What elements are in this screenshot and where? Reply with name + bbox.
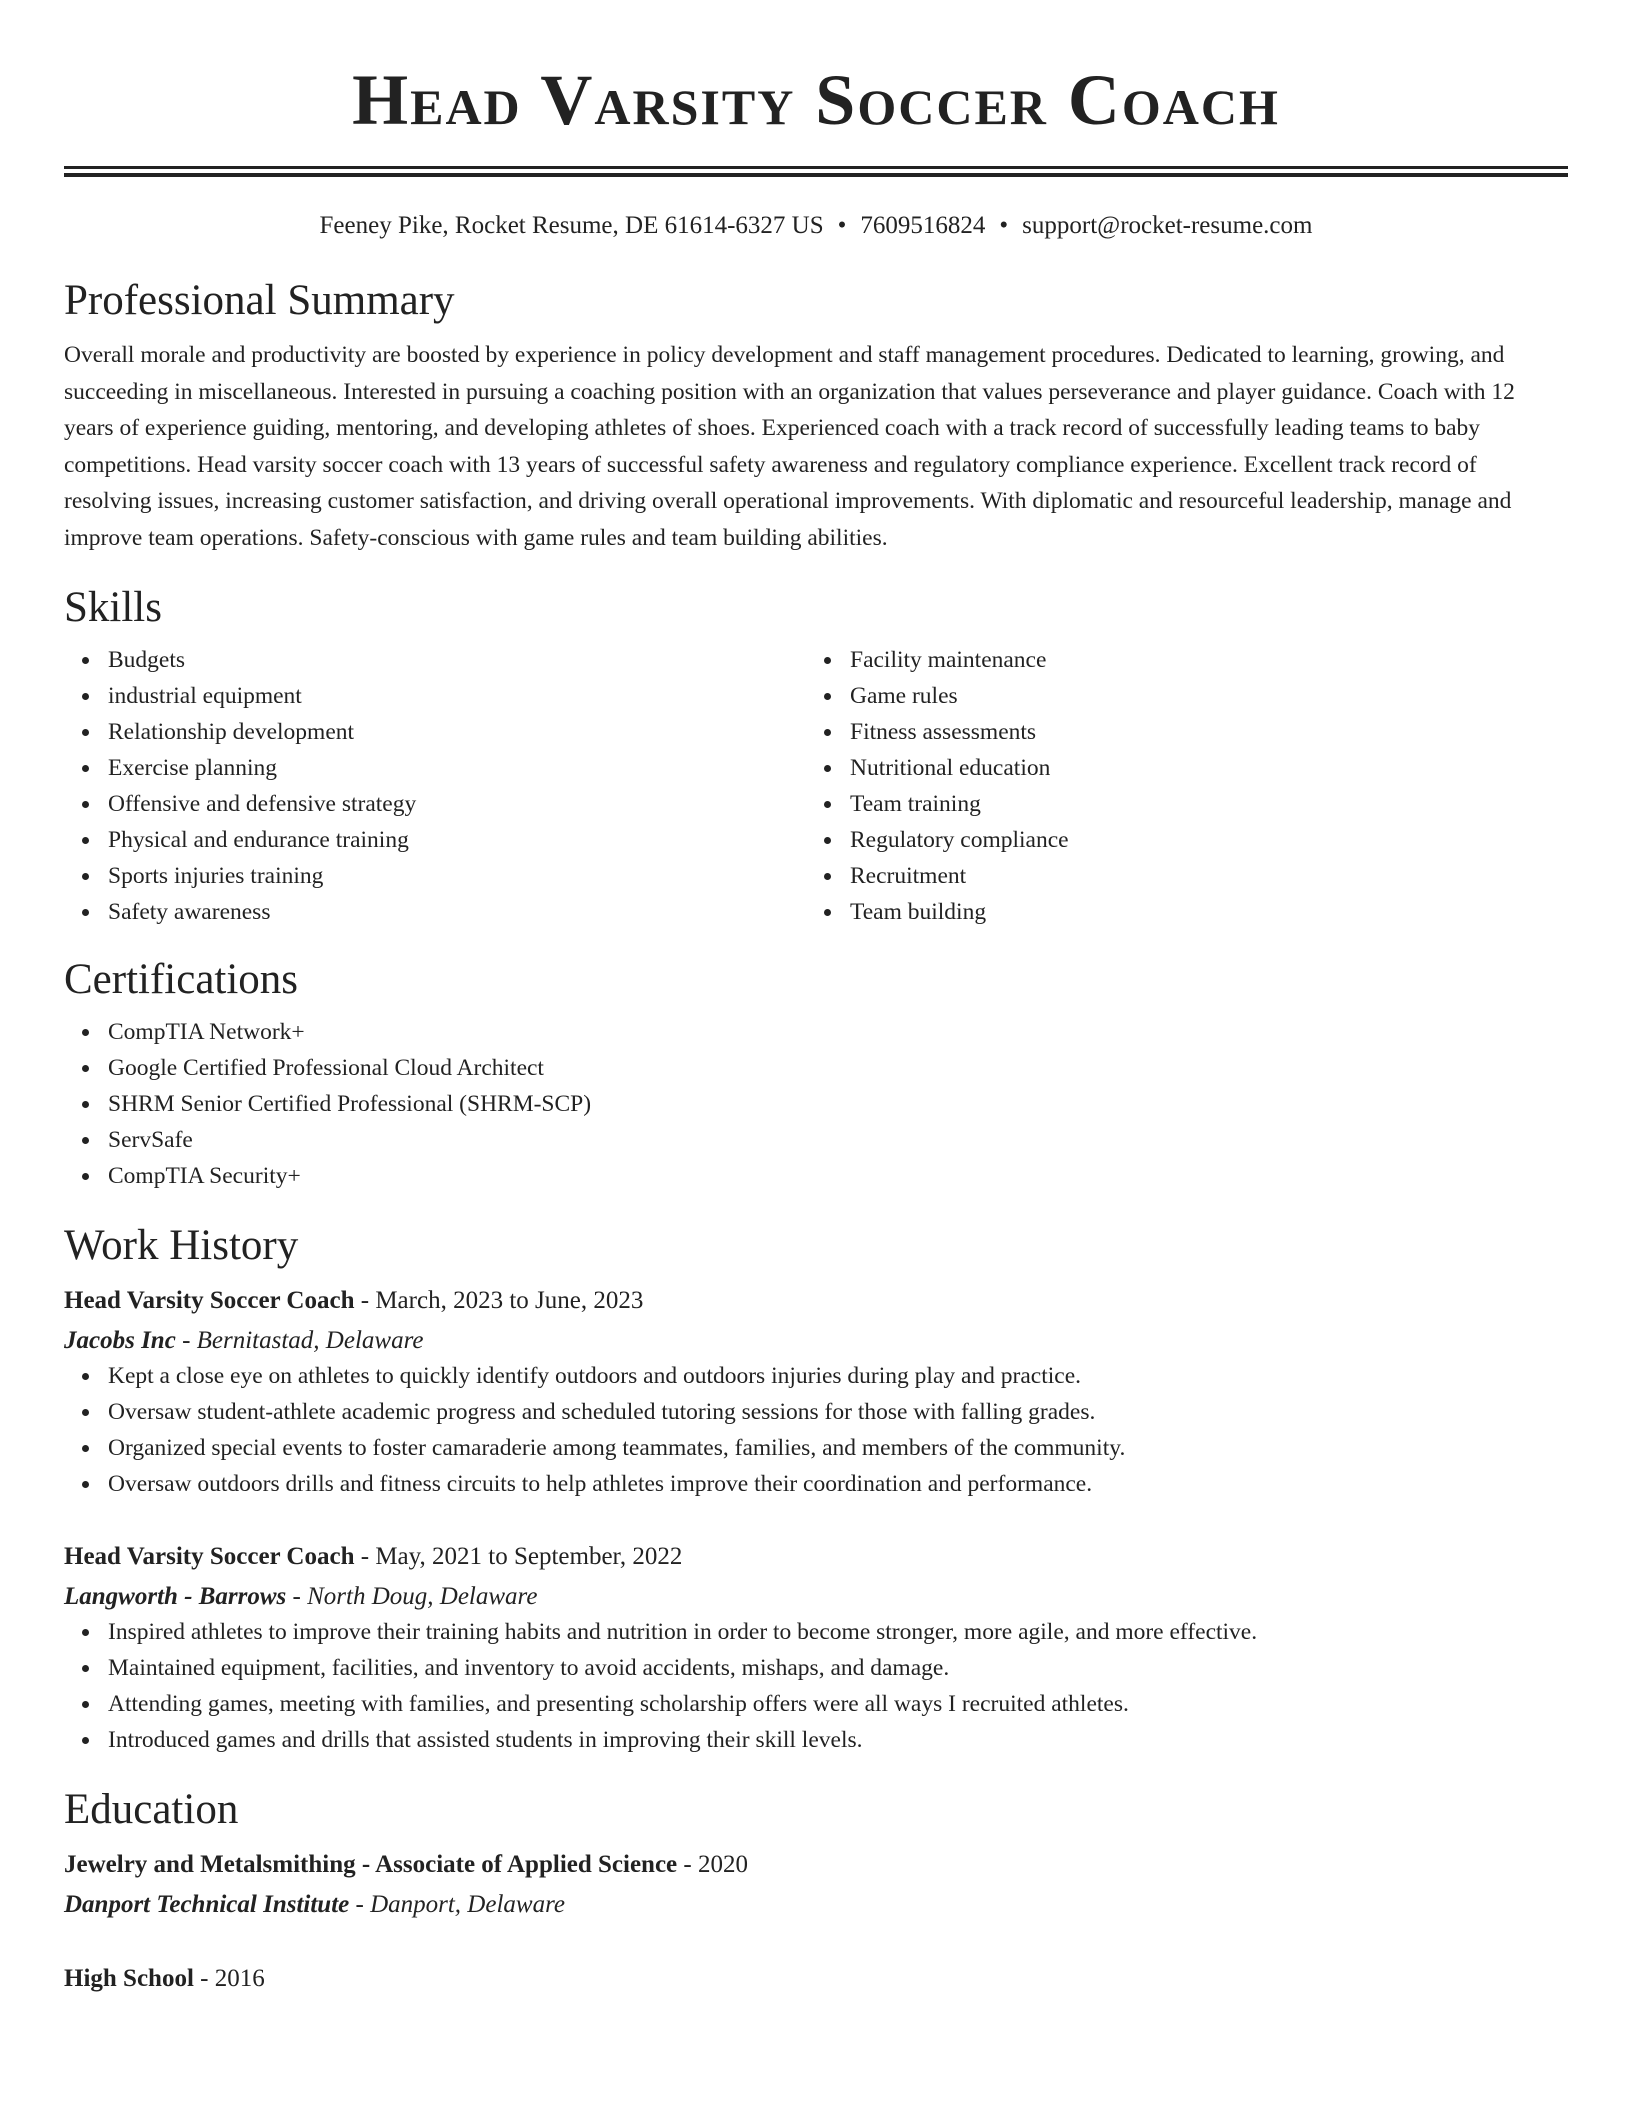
job-bullet: Kept a close eye on athletes to quickly identify outdoors and outdoors injuries during play and practice. <box>108 1358 1568 1394</box>
certification-item: CompTIA Security+ <box>108 1158 1568 1194</box>
education-degree: Jewelry and Metalsmithing - Associate of Applied Science <box>64 1851 678 1878</box>
skill-item: Game rules <box>850 678 1548 714</box>
job-dates: - March, 2023 to June, 2023 <box>354 1287 644 1314</box>
education-section <box>64 1784 1568 1996</box>
skill-item: Nutritional education <box>850 750 1548 786</box>
education-degree-line <box>64 1848 1568 1882</box>
skills-list-left <box>64 642 806 930</box>
job-title-line <box>64 1284 1568 1318</box>
skills-column-right <box>806 642 1548 930</box>
certification-item: Google Certified Professional Cloud Architect <box>108 1050 1568 1086</box>
skill-item: Regulatory compliance <box>850 822 1548 858</box>
summary-heading: Professional Summary <box>64 277 455 324</box>
summary-text: Overall morale and productivity are boosted by experience in policy development and staff management procedures. Dedicated to learning, growing, and succeeding in miscellaneous. Interested in pursuing a coaching position with an organization that values perseverance and player guidance. Coach with 12 years of experience guiding, mentoring, and developing athletes of shoes. Experienced coach with a track record of successfully leading teams to baby competitions. Head varsity soccer coach with 13 years of successful safety awareness and regulatory compliance experience. Excellent track record of resolving issues, increasing customer satisfaction, and driving overall operational improvements. With diplomatic and resourceful leadership, manage and improve team operations. Safety-conscious with game rules and team building abilities. <box>64 342 1515 551</box>
skill-item: Safety awareness <box>108 894 806 930</box>
education-entry <box>64 1848 1568 1922</box>
job-entry <box>64 1540 1568 1758</box>
resume-name: Head Varsity Soccer Coach <box>352 60 1280 140</box>
job-bullets <box>64 1614 1568 1758</box>
certification-item: ServSafe <box>108 1122 1568 1158</box>
work-history-heading: Work History <box>64 1222 299 1269</box>
skills-list-right <box>806 642 1548 930</box>
contact-phone: 7609516824 <box>860 212 986 239</box>
education-year: - 2020 <box>677 1851 748 1878</box>
job-bullet: Introduced games and drills that assisted students in improving their skill levels. <box>108 1722 1568 1758</box>
skill-item: Exercise planning <box>108 750 806 786</box>
education-school: Danport Technical Institute <box>64 1891 350 1918</box>
contact-email: support@rocket-resume.com <box>1022 212 1313 239</box>
job-bullet: Inspired athletes to improve their training habits and nutrition in order to become stronger, more agile, and more effective. <box>108 1614 1568 1650</box>
skill-item: Physical and endurance training <box>108 822 806 858</box>
certifications-section <box>64 954 1568 1194</box>
job-title: Head Varsity Soccer Coach <box>64 1287 355 1314</box>
contact-line <box>64 211 1568 241</box>
education-degree: High School <box>64 1965 194 1992</box>
education-location: - Danport, Delaware <box>349 1891 565 1918</box>
skill-item: Offensive and defensive strategy <box>108 786 806 822</box>
education-school-line <box>64 1888 1568 1922</box>
job-bullet: Oversaw student-athlete academic progress and scheduled tutoring sessions for those with falling grades. <box>108 1394 1568 1430</box>
certification-item: CompTIA Network+ <box>108 1014 1568 1050</box>
job-company-line <box>64 1324 1568 1358</box>
education-entry <box>64 1962 1568 1996</box>
skill-item: Team building <box>850 894 1548 930</box>
header-divider <box>64 166 1568 177</box>
job-bullet: Attending games, meeting with families, and presenting scholarship offers were all ways I recruited athletes. <box>108 1686 1568 1722</box>
education-year: - 2016 <box>193 1965 265 1992</box>
job-bullet: Maintained equipment, facilities, and inventory to avoid accidents, mishaps, and damage. <box>108 1650 1568 1686</box>
work-history-section <box>64 1220 1568 1758</box>
skills-column-left <box>64 642 806 930</box>
contact-separator: • <box>837 212 847 239</box>
job-location: - North Doug, Delaware <box>286 1583 538 1610</box>
education-heading: Education <box>64 1786 239 1833</box>
job-location: - Bernitastad, Delaware <box>175 1327 424 1354</box>
summary-section <box>64 275 1568 556</box>
skill-item: Sports injuries training <box>108 858 806 894</box>
job-company-line <box>64 1580 1568 1614</box>
skill-item: industrial equipment <box>108 678 806 714</box>
skills-heading: Skills <box>64 584 162 631</box>
job-bullet: Oversaw outdoors drills and fitness circuits to help athletes improve their coordination and performance. <box>108 1466 1568 1502</box>
skill-item: Fitness assessments <box>850 714 1548 750</box>
skills-section <box>64 582 1568 930</box>
job-dates: - May, 2021 to September, 2022 <box>354 1543 683 1570</box>
contact-address: Feeney Pike, Rocket Resume, DE 61614-6327 US <box>319 212 824 239</box>
skill-item: Facility maintenance <box>850 642 1548 678</box>
skill-item: Team training <box>850 786 1548 822</box>
skills-columns <box>64 642 1568 930</box>
skill-item: Recruitment <box>850 858 1548 894</box>
certifications-heading: Certifications <box>64 956 299 1003</box>
job-company: Langworth - Barrows <box>64 1583 287 1610</box>
skill-item: Budgets <box>108 642 806 678</box>
job-company: Jacobs Inc <box>64 1327 176 1354</box>
job-entry <box>64 1284 1568 1502</box>
job-bullet: Organized special events to foster camaraderie among teammates, families, and members of the community. <box>108 1430 1568 1466</box>
contact-separator: • <box>999 212 1009 239</box>
job-title-line <box>64 1540 1568 1574</box>
job-title: Head Varsity Soccer Coach <box>64 1543 355 1570</box>
skill-item: Relationship development <box>108 714 806 750</box>
certification-item: SHRM Senior Certified Professional (SHRM-SCP) <box>108 1086 1568 1122</box>
certifications-list <box>64 1014 1568 1194</box>
education-degree-line <box>64 1962 1568 1996</box>
job-bullets <box>64 1358 1568 1502</box>
